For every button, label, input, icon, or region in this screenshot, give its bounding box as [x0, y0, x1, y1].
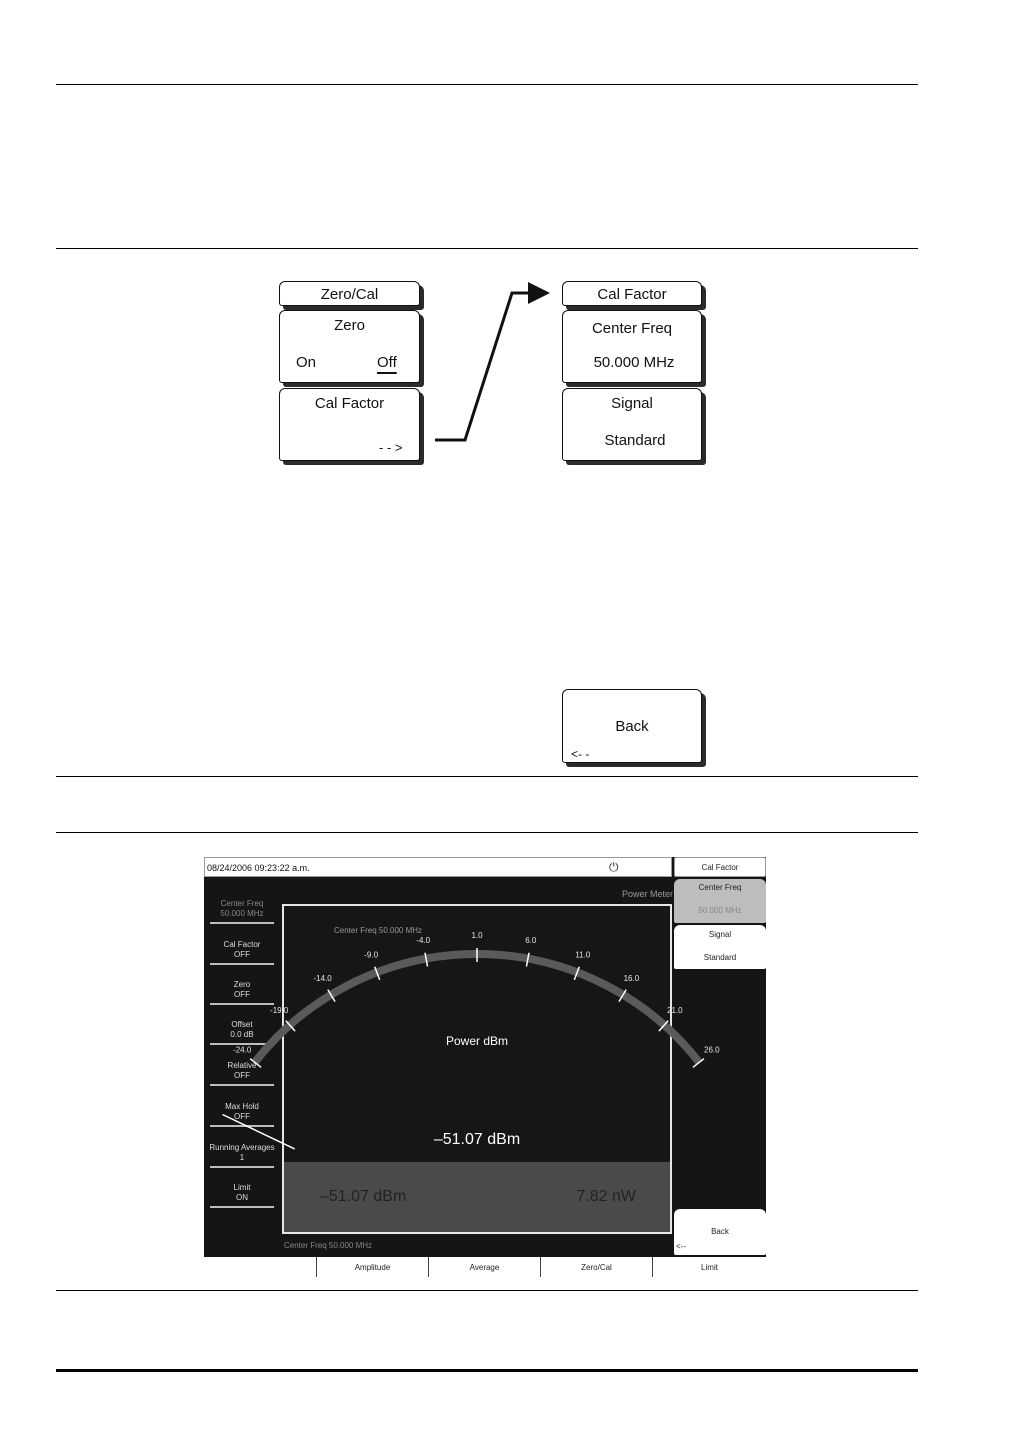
zero-key-label: Zero — [334, 317, 365, 334]
setting-offset: Offset 0.0 dB — [210, 1020, 274, 1045]
divider-4 — [56, 832, 918, 833]
back-key[interactable] — [562, 689, 702, 763]
cal-factor-key-label: Cal Factor — [314, 395, 385, 412]
signal-key-label: Signal — [611, 395, 653, 412]
back-arrow-icon: <- - — [571, 747, 590, 761]
right-center-freq-value: 50.000 MHz — [698, 906, 742, 915]
gauge-tick-label: 26.0 — [704, 1045, 720, 1055]
amplitude-key-label: Amplitude — [354, 1263, 391, 1272]
average-key-label: Average — [469, 1263, 500, 1272]
gauge-tick-label: -19.0 — [270, 1006, 289, 1016]
submenu-connector-arrow-icon — [430, 280, 560, 445]
center-freq-key-value: 50.000 MHz — [593, 354, 675, 371]
zero-key[interactable] — [279, 310, 420, 383]
meter-center-freq-label: Center Freq 50.000 MHz — [334, 926, 423, 935]
mode-label: Power Meter — [622, 889, 674, 899]
center-freq-key-label: Center Freq — [591, 320, 673, 337]
divider-1 — [56, 84, 918, 85]
amplitude-key[interactable] — [316, 1257, 428, 1277]
divider-2 — [56, 248, 918, 249]
submenu-arrow-icon: - - > — [379, 440, 403, 455]
zero-cal-key-label: Zero/Cal — [581, 1263, 612, 1272]
gauge-tick-label: 21.0 — [667, 1006, 683, 1016]
gauge-tick-label: 1.0 — [471, 931, 483, 940]
cal-factor-menu-title — [562, 281, 702, 306]
gauge-tick-label: -14.0 — [313, 974, 332, 984]
readout-watts: 7.82 nW — [576, 1188, 636, 1205]
gauge-tick-label: -9.0 — [364, 950, 379, 960]
right-signal-label: Signal — [708, 930, 732, 939]
divider-5 — [56, 1290, 918, 1291]
right-back-arrow-icon: <-- — [676, 1242, 686, 1251]
signal-key-value: Standard — [604, 432, 666, 449]
cal-factor-key[interactable] — [279, 388, 420, 461]
right-center-freq-key[interactable] — [674, 879, 766, 923]
gauge-tick-label: 6.0 — [525, 935, 537, 945]
setting-limit: Limit ON — [210, 1183, 274, 1208]
bottom-center-freq-label: Center Freq 50.000 MHz — [284, 1241, 373, 1250]
gauge-tick-label: -4.0 — [416, 935, 431, 945]
setting-cal-factor: Cal Factor OFF — [210, 940, 274, 965]
setting-max-hold: Max Hold OFF — [210, 1102, 274, 1127]
signal-standard-key[interactable] — [562, 388, 702, 461]
power-plug-icon: ⏻ — [609, 860, 619, 874]
setting-zero: Zero OFF — [210, 980, 274, 1005]
right-center-freq-label: Center Freq — [698, 883, 742, 892]
right-back-label: Back — [711, 1227, 729, 1236]
limit-key[interactable] — [652, 1257, 766, 1277]
gauge-tick-label: -24.0 — [233, 1045, 252, 1055]
readout-dbm: –51.07 dBm — [320, 1188, 407, 1205]
datetime-label: 08/24/2006 09:23:22 a.m. — [207, 863, 310, 873]
zero-off-option[interactable]: Off — [377, 354, 397, 371]
right-signal-key[interactable] — [674, 925, 766, 969]
setting-center-freq: Center Freq 50.000 MHz — [210, 899, 274, 924]
zero-cal-title-label: Zero/Cal — [320, 286, 379, 303]
limit-key-label: Limit — [701, 1263, 718, 1272]
center-freq-key[interactable] — [562, 310, 702, 383]
power-reading: –51.07 dBm — [433, 1131, 521, 1148]
gauge-tick-label: 16.0 — [623, 974, 640, 984]
setting-running-averages: Running Averages 1 — [204, 1143, 280, 1168]
status-bar — [204, 857, 672, 877]
readout-panel — [284, 1162, 670, 1232]
unit-label: Power dBm — [445, 1034, 509, 1048]
bottom-key-1[interactable] — [204, 1257, 316, 1277]
right-menu-title-label: Cal Factor — [701, 863, 739, 872]
right-back-key[interactable] — [674, 1209, 766, 1255]
zero-cal-key[interactable] — [540, 1257, 652, 1277]
divider-3 — [56, 776, 918, 777]
cal-factor-title-label: Cal Factor — [597, 286, 667, 303]
setting-relative: Relative OFF — [210, 1061, 274, 1086]
footer-rule — [56, 1369, 918, 1372]
power-meter-screenshot — [204, 857, 766, 1277]
zero-on-option[interactable]: On — [296, 354, 317, 371]
zero-cal-menu-title — [279, 281, 420, 306]
back-key-label: Back — [615, 718, 649, 735]
right-signal-value: Standard — [703, 953, 737, 962]
gauge-tick-label: 11.0 — [575, 950, 591, 960]
average-key[interactable] — [428, 1257, 540, 1277]
right-menu-title — [674, 857, 766, 877]
